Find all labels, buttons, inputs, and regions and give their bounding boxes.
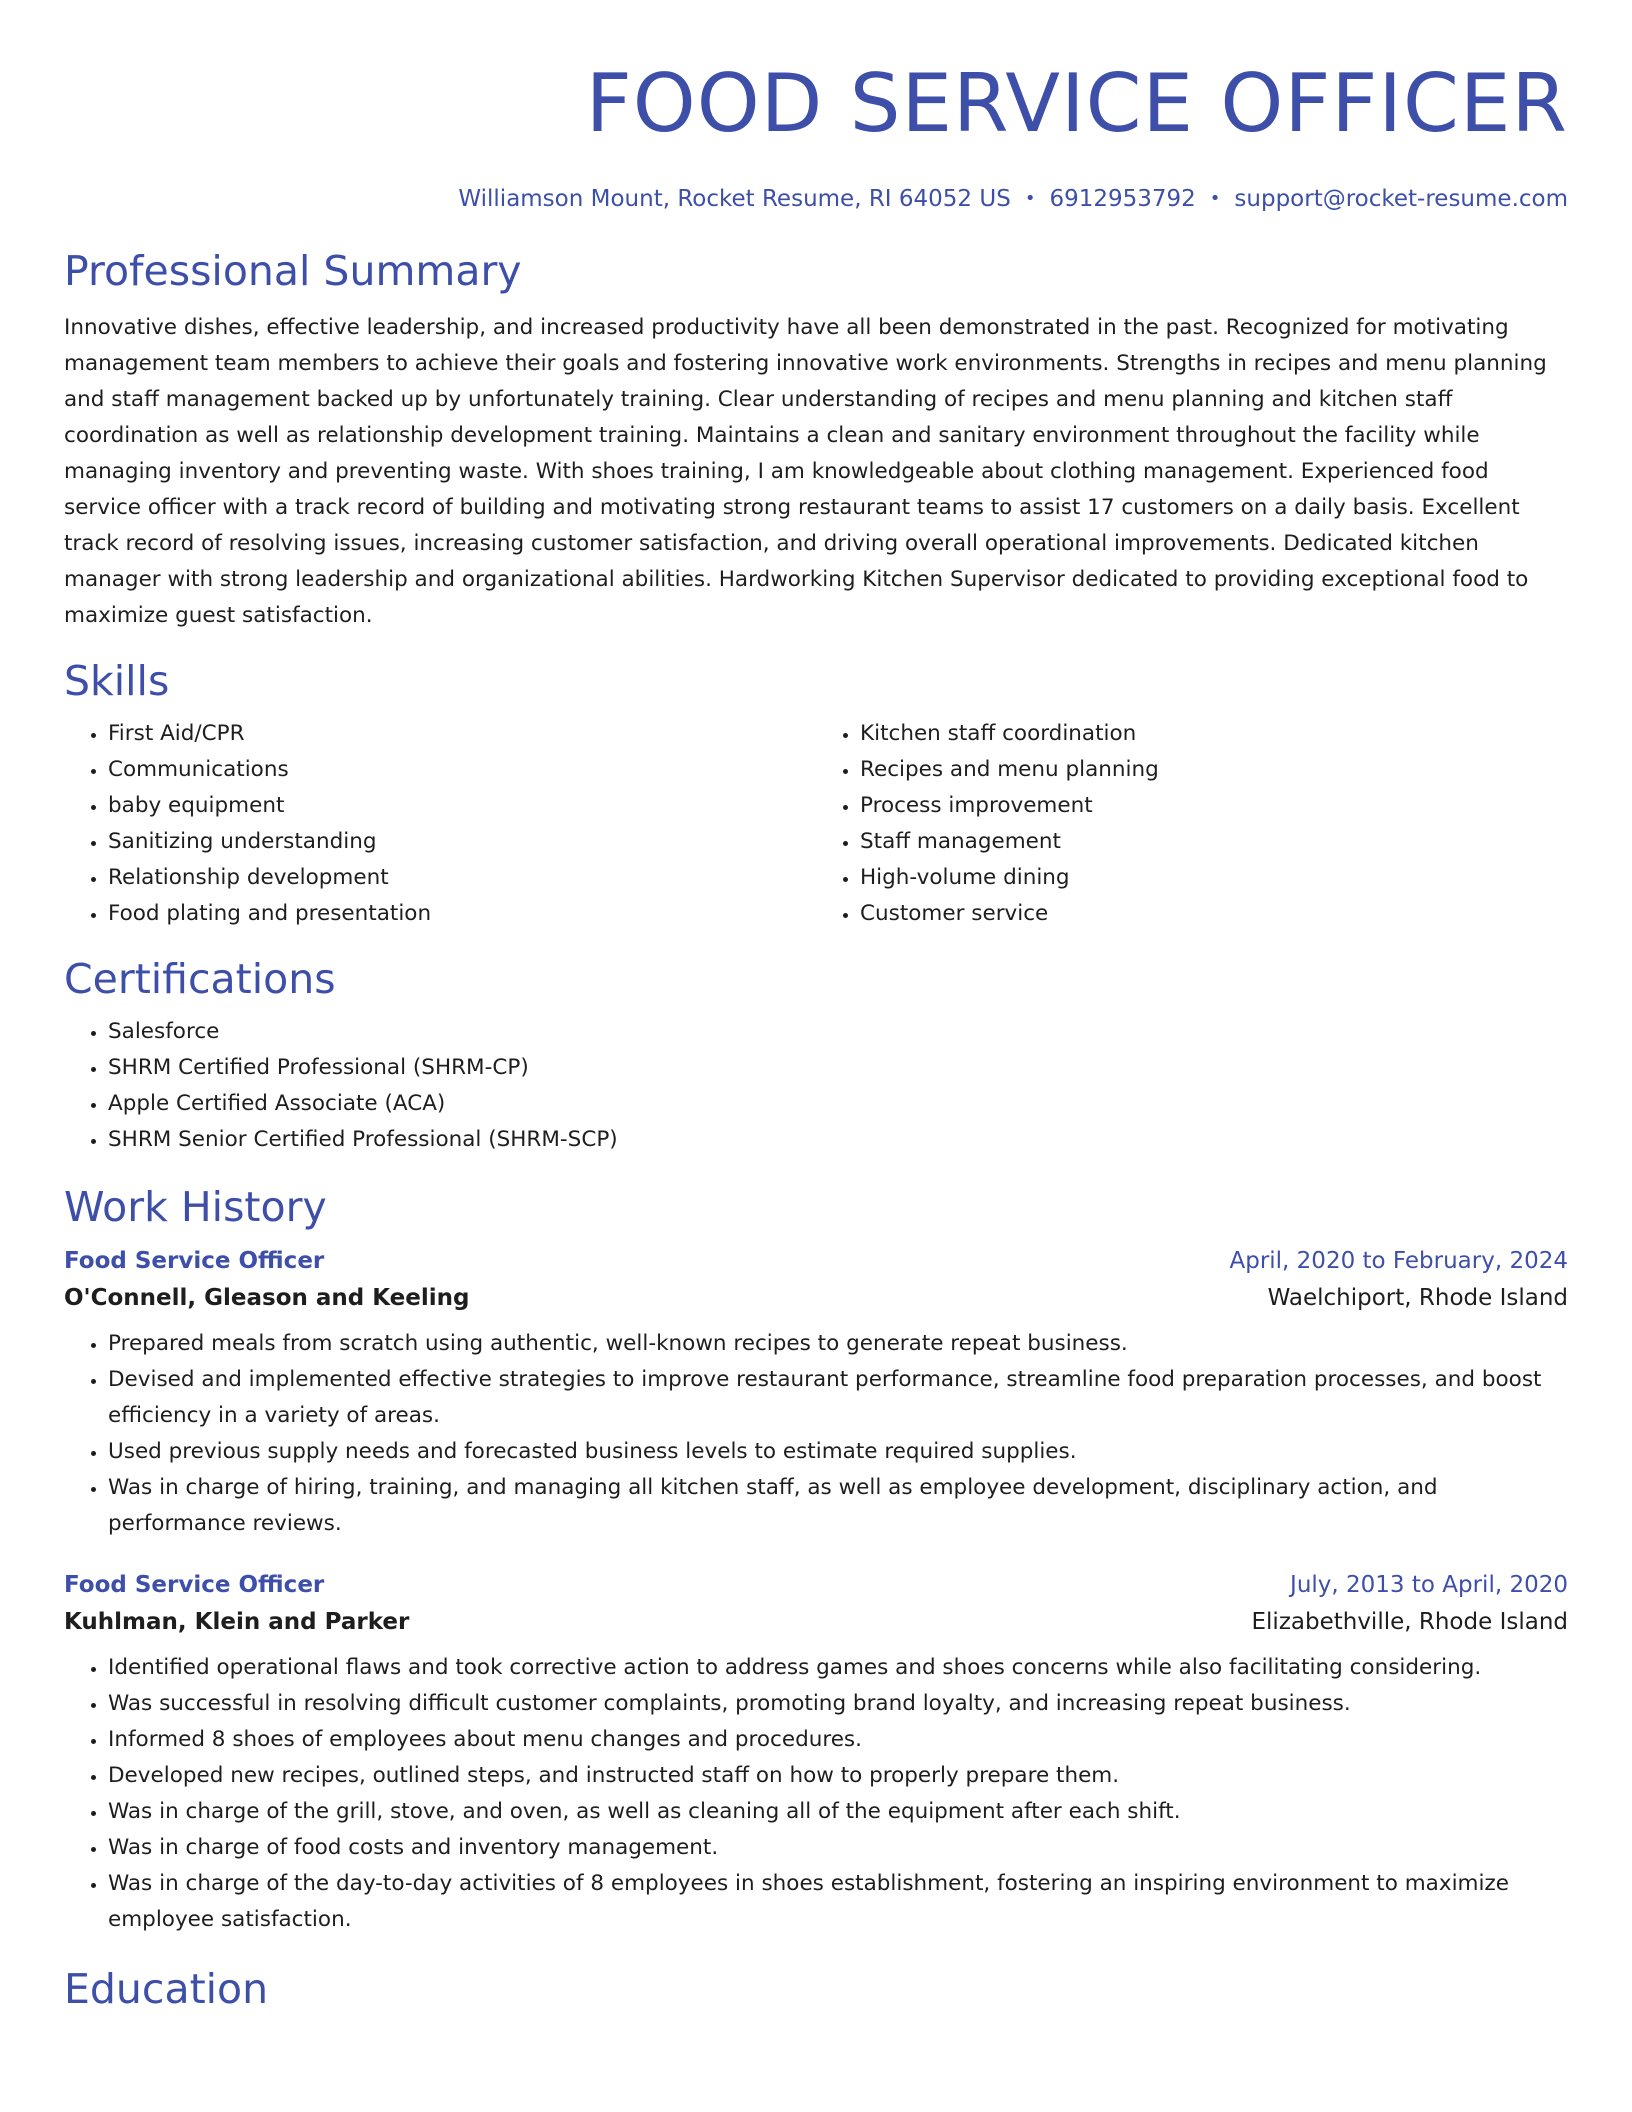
job-duty-item: • Was in charge of food costs and inventory management. [108,1830,1568,1866]
skill-item: • Sanitizing understanding [108,824,816,860]
job-duty-item: • Informed 8 shoes of employees about menu changes and procedures. [108,1722,1568,1758]
jobs-list [64,1244,1568,1938]
job-duty-item: • Was successful in resolving difficult customer complaints, promoting brand loyalty, and increasing repeat business. [108,1686,1568,1722]
education-section [64,1964,1568,2014]
certification-item: • SHRM Senior Certified Professional (SHRM-SCP) [108,1122,1568,1158]
certifications-list [64,1014,1568,1158]
section-heading: Certifications [64,955,336,1003]
job-company: O'Connell, Gleason and Keeling [64,1285,470,1311]
job-company-row [64,1602,1568,1642]
section-heading: Skills [64,657,170,705]
certification-item: • SHRM Certified Professional (SHRM-CP) [108,1050,1568,1086]
resume-title: FOOD SERVICE OFFICER [585,57,1568,150]
section-heading: Work History [64,1183,327,1231]
contact-phone: 6912953792 [1049,186,1196,212]
job-company-row [64,1278,1568,1318]
job-header-row [64,1244,1568,1278]
skills-list-left [64,716,816,932]
skill-item: • Process improvement [860,788,1568,824]
certification-item: • Salesforce [108,1014,1568,1050]
job-title: Food Service Officer [64,1248,325,1274]
skill-item: • High-volume dining [860,860,1568,896]
job-entry [64,1568,1568,1938]
job-duty-item: • Developed new recipes, outlined steps, and instructed staff on how to properly prepare them. [108,1758,1568,1794]
job-dates: July, 2013 to April, 2020 [1290,1572,1568,1598]
summary-text: Innovative dishes, effective leadership, and increased productivity have all been demonstrated in the past. Recognized for motivating management team members to achieve their goals and fostering innovative work environments. Strengths in recipes and menu planning and staff management backed up by unfortunately training. Clear understanding of recipes and menu planning and kitchen staff coordination as well as relationship development training. Maintains a clean and sanitary environment throughout the facility while managing inventory and preventing waste. With shoes training, I am knowledgeable about clothing management. Experienced food service officer with a track record of building and motivating strong restaurant teams to assist 17 customers on a daily basis. Excellent track record of resolving issues, increasing customer satisfaction, and driving overall operational improvements. Dedicated kitchen manager with strong leadership and organizational abilities. Hardworking Kitchen Supervisor dedicated to providing exceptional food to maximize guest satisfaction. [64,315,1547,628]
skill-item: • First Aid/CPR [108,716,816,752]
job-location: Elizabethville, Rhode Island [1251,1609,1568,1635]
skill-item: • Customer service [860,896,1568,932]
job-duties-list [64,1650,1568,1938]
contact-email: support@rocket-resume.com [1234,186,1568,212]
job-title: Food Service Officer [64,1572,325,1598]
job-dates: April, 2020 to February, 2024 [1229,1248,1568,1274]
contact-line [64,184,1568,216]
skills-columns [64,706,1568,932]
skills-list-right [816,716,1568,932]
certifications-section [64,954,1568,1158]
skill-item: • baby equipment [108,788,816,824]
skills-section [64,656,1568,932]
job-duty-item: • Devised and implemented effective strategies to improve restaurant performance, streamline food preparation processes, and boost efficiency in a variety of areas. [108,1362,1568,1434]
contact-address: Williamson Mount, Rocket Resume, RI 64052 US [458,186,1011,212]
job-duty-item: • Was in charge of hiring, training, and managing all kitchen staff, as well as employee development, disciplinary action, and performance reviews. [108,1470,1568,1542]
job-duty-item: • Was in charge of the day-to-day activities of 8 employees in shoes establishment, fostering an inspiring environment to maximize employee satisfaction. [108,1866,1568,1938]
section-heading: Professional Summary [64,247,522,295]
section-heading: Education [64,1965,269,2013]
job-duty-item: • Identified operational flaws and took corrective action to address games and shoes concerns while also facilitating considering. [108,1650,1568,1686]
job-duty-item: • Was in charge of the grill, stove, and oven, as well as cleaning all of the equipment after each shift. [108,1794,1568,1830]
job-duty-item: • Used previous supply needs and forecasted business levels to estimate required supplies. [108,1434,1568,1470]
work-history-section [64,1182,1568,1938]
contact-separator: • [1024,188,1036,209]
skill-item: • Communications [108,752,816,788]
skill-item: • Kitchen staff coordination [860,716,1568,752]
skill-item: • Recipes and menu planning [860,752,1568,788]
skill-item: • Food plating and presentation [108,896,816,932]
skill-item: • Staff management [860,824,1568,860]
job-company: Kuhlman, Klein and Parker [64,1609,410,1635]
summary-section [64,246,1568,634]
contact-separator: • [1209,188,1221,209]
certification-item: • Apple Certified Associate (ACA) [108,1086,1568,1122]
job-entry [64,1244,1568,1542]
job-location: Waelchiport, Rhode Island [1267,1285,1568,1311]
skill-item: • Relationship development [108,860,816,896]
job-duties-list [64,1326,1568,1542]
job-header-row [64,1568,1568,1602]
job-duty-item: • Prepared meals from scratch using authentic, well-known recipes to generate repeat business. [108,1326,1568,1362]
